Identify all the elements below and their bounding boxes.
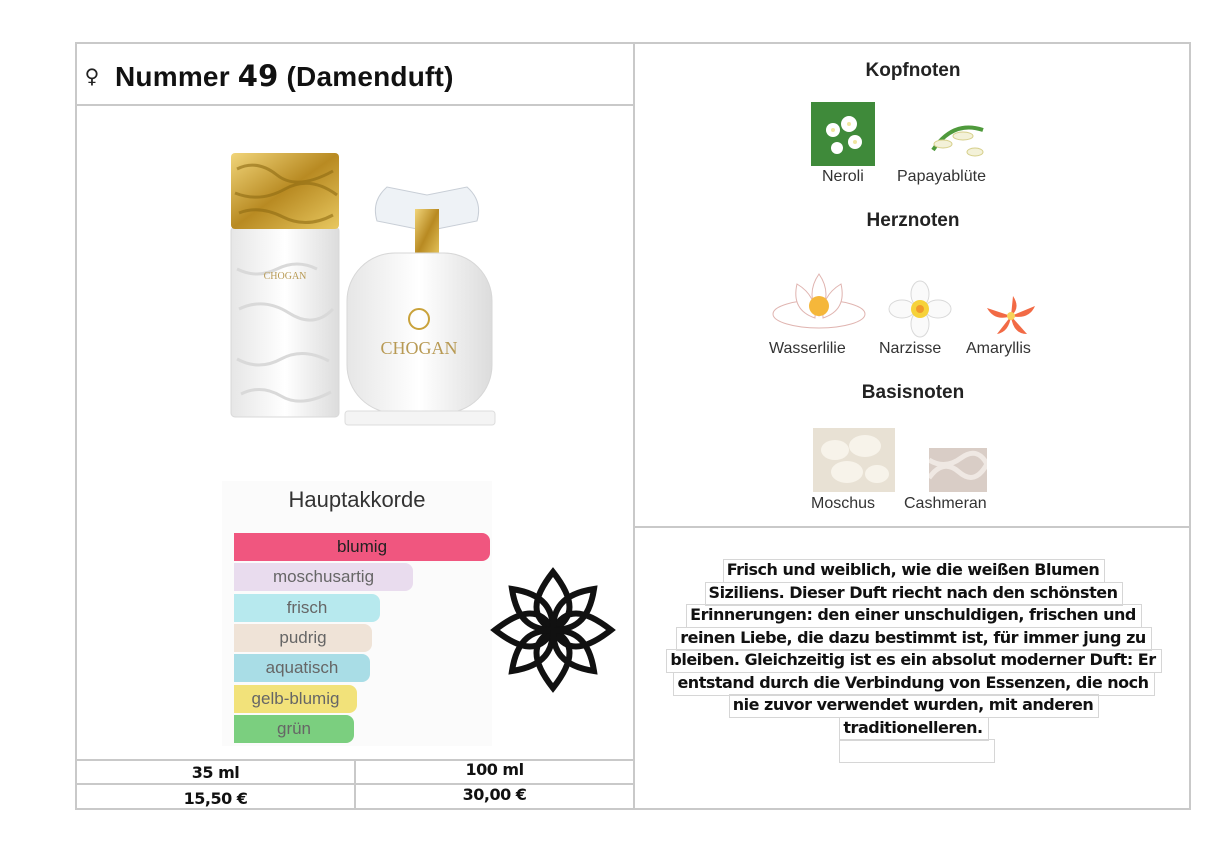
description-line: traditionelleren. [843,717,983,737]
water-lily-image [767,254,871,340]
main-accords-panel [222,481,492,746]
lotus-flower-icon [489,566,617,694]
top-notes-title: Kopfnoten [865,60,961,81]
narcissus-image [887,280,953,338]
notes-divider [635,526,1189,528]
title-prefix: Nummer [115,61,230,92]
neroli-image [811,102,875,166]
size-large: 100 ml [465,760,524,779]
description-text [637,559,1189,739]
cashmeran-image [929,448,987,492]
note-neroli: Neroli [822,168,864,185]
column-divider [633,44,635,808]
accord-bar: frisch [234,594,380,622]
accord-bar: gelb-blumig [234,685,357,713]
title-suffix: (Damenduft) [286,61,454,92]
description-line: Erinnerungen: den einer unschuldigen, frischen und [690,605,1136,624]
title-number: 49 [237,59,279,93]
description-line: bleiben. Gleichzeitig ist es ein absolut moderner Duft: Er [670,650,1156,669]
female-symbol-icon: ♀ [84,64,100,88]
accord-bar: blumig [234,533,490,561]
description-line-box [839,739,995,763]
accord-bar: pudrig [234,624,372,652]
description-line: reinen Liebe, die dazu bestimmt ist, für immer jung zu [680,627,1146,647]
accord-bar: aquatisch [234,654,370,682]
accord-bar: moschusartig [234,563,413,591]
description-line: Siziliens. Dieser Duft riecht nach den schönsten [708,582,1118,602]
svg-text:CHOGAN: CHOGAN [263,271,307,282]
title-divider [77,104,633,106]
size-small: 35 ml [191,763,240,782]
note-papaya-blossom: Papayablüte [897,168,986,185]
heart-notes-title: Herznoten [866,210,960,231]
product-sheet [75,42,1191,810]
papaya-blossom-image [923,110,989,166]
description-line: Frisch und weiblich, wie die weißen Blumen [726,560,1100,579]
price-large: 30,00 € [462,785,527,804]
accord-bar: grün [234,715,354,743]
page-title [83,50,628,102]
note-cashmeran: Cashmeran [904,495,987,512]
note-water-lily: Wasserlilie [769,340,846,357]
note-narcissus: Narzisse [879,340,942,357]
price-small: 15,50 € [183,789,248,808]
brand-label: CHOGAN [380,338,458,358]
note-musk: Moschus [811,495,876,512]
accords-heading: Hauptakkorde [288,487,426,512]
base-notes-title: Basisnoten [861,382,965,403]
title-text [115,59,454,93]
perfume-bottle-image [227,149,497,449]
amaryllis-image [983,294,1039,338]
musk-image [813,428,895,492]
note-amaryllis: Amaryllis [966,340,1031,357]
description-line: entstand durch die Verbindung von Essenzen, die noch [677,672,1149,692]
description-line: nie zuvor verwendet wurden, mit anderen [732,695,1094,714]
